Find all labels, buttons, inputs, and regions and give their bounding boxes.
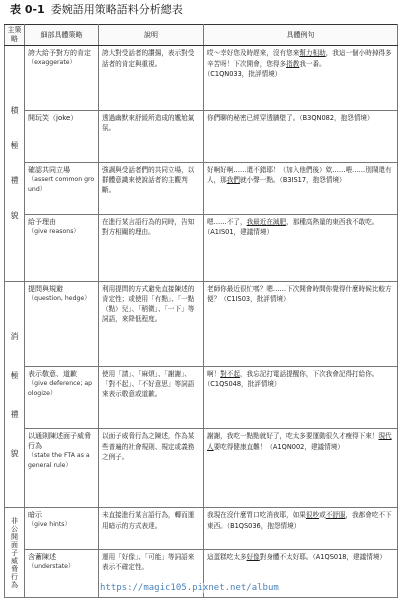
description-cell: 運用「好像」、「可能」等詞語來表示不確定性。 xyxy=(99,550,204,598)
strategy-name: 確認共同立場 xyxy=(28,165,70,174)
header-example: 具體例句 xyxy=(204,25,398,46)
strategy-cell xyxy=(25,550,99,598)
example-text: 或 xyxy=(319,511,326,520)
category-char: 積 xyxy=(10,106,19,116)
example-text: 謝謝，我吃一點點就好了，吃太多要運動很久才瘦得下來！ xyxy=(207,432,379,441)
strategy-name: 誇大給予對方的肯定 xyxy=(28,49,91,58)
description-cell: 透過幽默來舒緩所造成的尷尬氣氛。 xyxy=(99,110,204,162)
example-highlight: 對不起 xyxy=(220,369,240,378)
example-source: （B3QN082，抱怨情境） xyxy=(299,113,374,122)
strategy-name: 表示敬意、道歉 xyxy=(28,369,77,378)
category-char: 行 xyxy=(11,572,18,581)
example-text: ，我這一個小時掉得多辛苦呀！下次開會，您得多 xyxy=(207,49,392,68)
strategy-english: （state the FTA as a general rule） xyxy=(28,452,90,470)
strategy-cell xyxy=(25,429,99,508)
table-caption xyxy=(10,3,390,17)
category-cell xyxy=(5,508,25,598)
category-char: 子 xyxy=(11,548,18,557)
example-text: ，那種高熱量的東西我不敢吃。 xyxy=(286,217,379,226)
category-cell xyxy=(5,46,25,281)
strategy-english: （give deference; apologize） xyxy=(28,379,93,397)
strategy-cell xyxy=(25,281,99,366)
table-row xyxy=(5,508,398,550)
example-highlight: 好像 xyxy=(246,553,260,562)
example-source: （A1QS018，建議情境） xyxy=(312,553,387,562)
strategy-english: （assert common ground） xyxy=(28,175,95,193)
example-cell xyxy=(204,110,398,162)
example-cell xyxy=(204,281,398,366)
table-row xyxy=(5,281,398,366)
example-source: （A1IS01，建議情境） xyxy=(207,228,274,237)
category-char: 為 xyxy=(11,580,18,589)
example-cell xyxy=(204,366,398,428)
description-cell: 使用「請」、「麻煩」、「謝謝」、「對不起」、「不好意思」等詞語來表示敬意或道歉。 xyxy=(99,366,204,428)
table-row xyxy=(5,366,398,428)
example-text: 對身體不太好耶。 xyxy=(259,553,313,562)
example-text: 這蛋糕吃太多 xyxy=(207,553,247,562)
category-char: 貌 xyxy=(10,448,19,458)
example-text: 老師你最近很忙嗎？嗯……下次開會時間你覺得什麼時候比較方便？ xyxy=(207,284,392,303)
example-text: 就小聲一點。 xyxy=(239,176,280,185)
example-cell xyxy=(204,508,398,550)
example-highlight: 我最近在減肥 xyxy=(246,217,287,226)
example-highlight: 現代人 xyxy=(207,432,392,451)
category-char: 面 xyxy=(11,540,18,549)
table-title: 委婉語用策略語料分析總表 xyxy=(50,3,183,16)
example-cell xyxy=(204,46,398,111)
example-text: 好啊好啊……還不錯耶！（加入他們後）欸……喂……別鬧還有人，那 xyxy=(207,165,392,185)
example-text: 你們聊的秘密已經穿透牆壁了。 xyxy=(207,113,300,122)
strategy-cell xyxy=(25,46,99,111)
category-char: 公 xyxy=(11,524,18,533)
strategy-name: 含蓄陳述 xyxy=(28,553,56,562)
example-highlight: 指教 xyxy=(286,59,300,68)
strategy-name: 暗示 xyxy=(28,511,42,520)
example-highlight: 不舒服 xyxy=(325,511,346,520)
strategy-cell xyxy=(25,214,99,281)
category-char: 貌 xyxy=(10,211,19,221)
example-text: 要吃得健康直難！ xyxy=(213,442,267,451)
category-cell xyxy=(5,281,25,508)
example-highlight: 幫力相助 xyxy=(299,49,326,58)
example-highlight: 很吵 xyxy=(305,511,320,520)
example-text: 我現在沒什麼胃口吃消夜耶，如果 xyxy=(207,511,306,520)
example-text: ，我忘記打電話提醒你，下次我會記得打給你。 xyxy=(239,369,379,378)
strategy-english: （exaggerate） xyxy=(28,59,76,67)
strategy-cell xyxy=(25,162,99,214)
category-char: 消 xyxy=(10,331,19,341)
table-row xyxy=(5,429,398,508)
table-number: 表 0-1 xyxy=(10,3,45,16)
description-cell: 利用提問的方式避免直接陳述的肯定性；或使用「有點」、「一點（點）兒」、「稍微」、「一下」等詞語，來降低程度。 xyxy=(99,281,204,366)
table-row xyxy=(5,162,398,214)
example-text: ，我都會吃不下東西。 xyxy=(207,511,392,530)
strategy-english: （question, hedge） xyxy=(28,294,91,302)
example-text: 我一番。 xyxy=(299,59,326,68)
strategy-english: （give hints） xyxy=(28,521,71,529)
example-source: （C1IS03，批評情境） xyxy=(220,294,290,303)
header-main-strategy: 主策略 xyxy=(5,25,25,46)
table-row xyxy=(5,214,398,281)
table-header-row xyxy=(5,25,398,46)
strategy-cell xyxy=(25,110,99,162)
category-char: 禮 xyxy=(10,176,19,186)
strategy-name: 以通則陳述面子威脅行為 xyxy=(28,432,91,451)
example-source: （B1QS036，抱怨情境） xyxy=(226,521,301,530)
example-highlight: 我們 xyxy=(226,176,240,185)
strategy-name: 給予理由 xyxy=(28,217,56,226)
header-sub-strategy: 細部具體策略 xyxy=(25,25,99,46)
description-cell: 以面子威脅行為之陳述，作為某些普遍的社會規則、規定或義務之例子。 xyxy=(99,429,204,508)
example-source: （A1QN002，建議情境） xyxy=(266,442,344,451)
strategy-cell xyxy=(25,366,99,428)
strategy-name: 開玩笑（joke） xyxy=(28,113,78,122)
description-cell: 未直接進行某言語行為，轉而運用暗示的方式表達。 xyxy=(99,508,204,550)
description-cell: 誇大對受話者的讚揚，表示對受話者的肯定與重視。 xyxy=(99,46,204,111)
table-row xyxy=(5,46,398,111)
example-text: 啊！ xyxy=(207,369,221,378)
category-char: 開 xyxy=(11,532,18,541)
category-char: 威 xyxy=(11,556,18,565)
description-cell: 在進行某言語行為的同時，告知對方相關的理由。 xyxy=(99,214,204,281)
example-cell xyxy=(204,214,398,281)
strategy-table xyxy=(4,24,398,598)
category-char: 極 xyxy=(10,141,19,151)
category-char: 禮 xyxy=(10,409,19,419)
example-source: （C1QS048，批評情境） xyxy=(207,380,281,389)
strategy-english: （give reasons） xyxy=(28,227,80,235)
example-text: 嗯……不了， xyxy=(207,217,247,226)
strategy-cell xyxy=(25,508,99,550)
table-row xyxy=(5,110,398,162)
example-cell xyxy=(204,162,398,214)
header-description: 說明 xyxy=(99,25,204,46)
watermark-url: https://magic105.pixnet.net/album xyxy=(100,583,279,593)
description-cell: 強調與受話者們的共同立場，以群體意識來使說話者的主觀判斷。 xyxy=(99,162,204,214)
category-char: 脅 xyxy=(11,564,18,573)
example-cell xyxy=(204,429,398,508)
example-text: 哎～幸好您及時趕來，沒有您來 xyxy=(207,49,300,58)
category-char: 非 xyxy=(11,516,18,525)
example-source: （C1QN033，批評情境） xyxy=(207,69,282,78)
strategy-name: 提問與規避 xyxy=(28,284,63,293)
example-source: （B3IS17，抱怨情境） xyxy=(279,176,346,185)
strategy-english: （understate） xyxy=(28,563,75,571)
category-char: 極 xyxy=(10,370,19,380)
